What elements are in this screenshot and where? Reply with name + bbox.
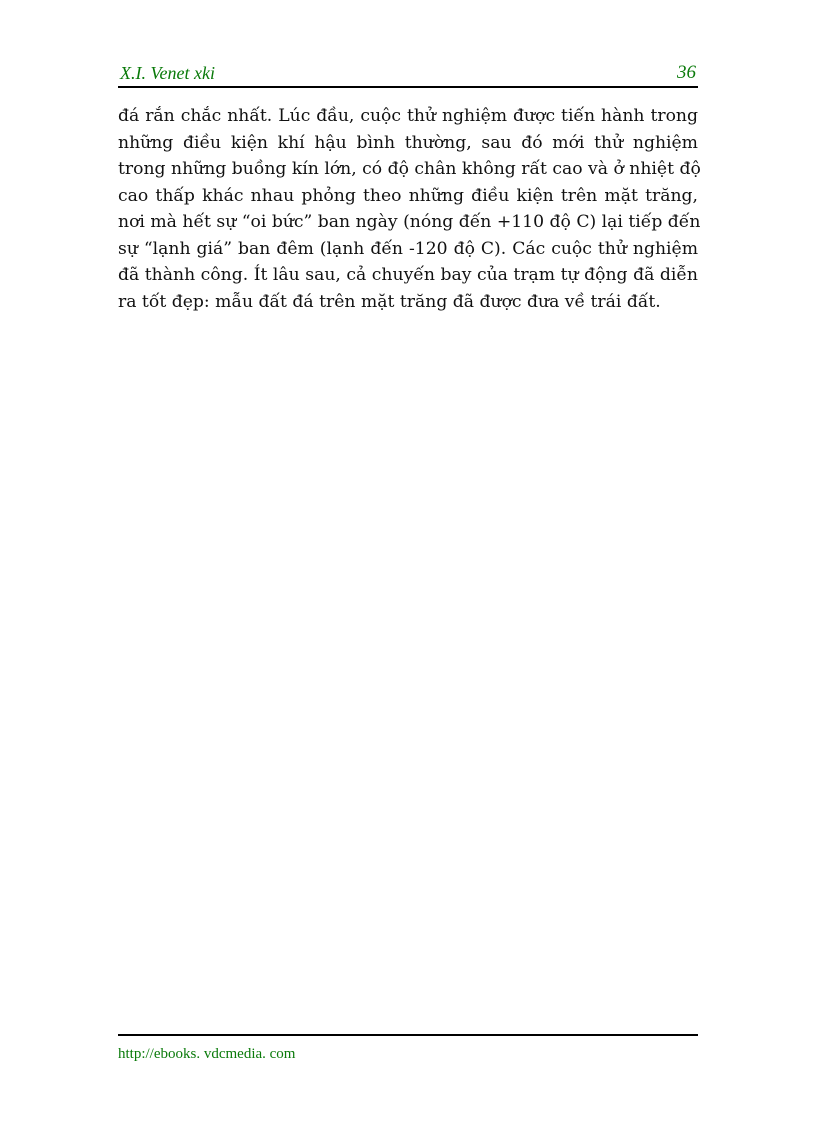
text-line: đá rắn chắc nhất. Lúc đầu, cuộc thử nghiệm được tiến hành trong bbox=[118, 106, 698, 126]
body-paragraph bbox=[118, 103, 701, 315]
page-header bbox=[118, 62, 698, 88]
text-line: trong những buồng kín lớn, có độ chân không rất cao và ở nhiệt độ bbox=[118, 159, 701, 179]
footer-divider bbox=[118, 1034, 698, 1036]
book-author-title: X.I. Venet xki bbox=[120, 63, 215, 83]
text-line: đã thành công. Ít lâu sau, cả chuyến bay của trạm tự động đã diễn bbox=[118, 265, 698, 285]
footer-link[interactable]: http://ebooks. vdcmedia. com bbox=[118, 1046, 296, 1062]
text-line: nơi mà hết sự “oi bức” ban ngày (nóng đến +110 độ C) lại tiếp đến bbox=[118, 212, 701, 232]
text-line: sự “lạnh giá” ban đêm (lạnh đến -120 độ C). Các cuộc thử nghiệm bbox=[118, 238, 698, 259]
page-number: 36 bbox=[677, 62, 696, 83]
text-line: cao thấp khác nhau phỏng theo những điều kiện trên mặt trăng, bbox=[118, 185, 698, 206]
text-line: những điều kiện khí hậu bình thường, sau đó mới thử nghiệm bbox=[118, 132, 698, 153]
text-line: ra tốt đẹp: mẫu đất đá trên mặt trăng đã được đưa về trái đất. bbox=[118, 291, 661, 312]
